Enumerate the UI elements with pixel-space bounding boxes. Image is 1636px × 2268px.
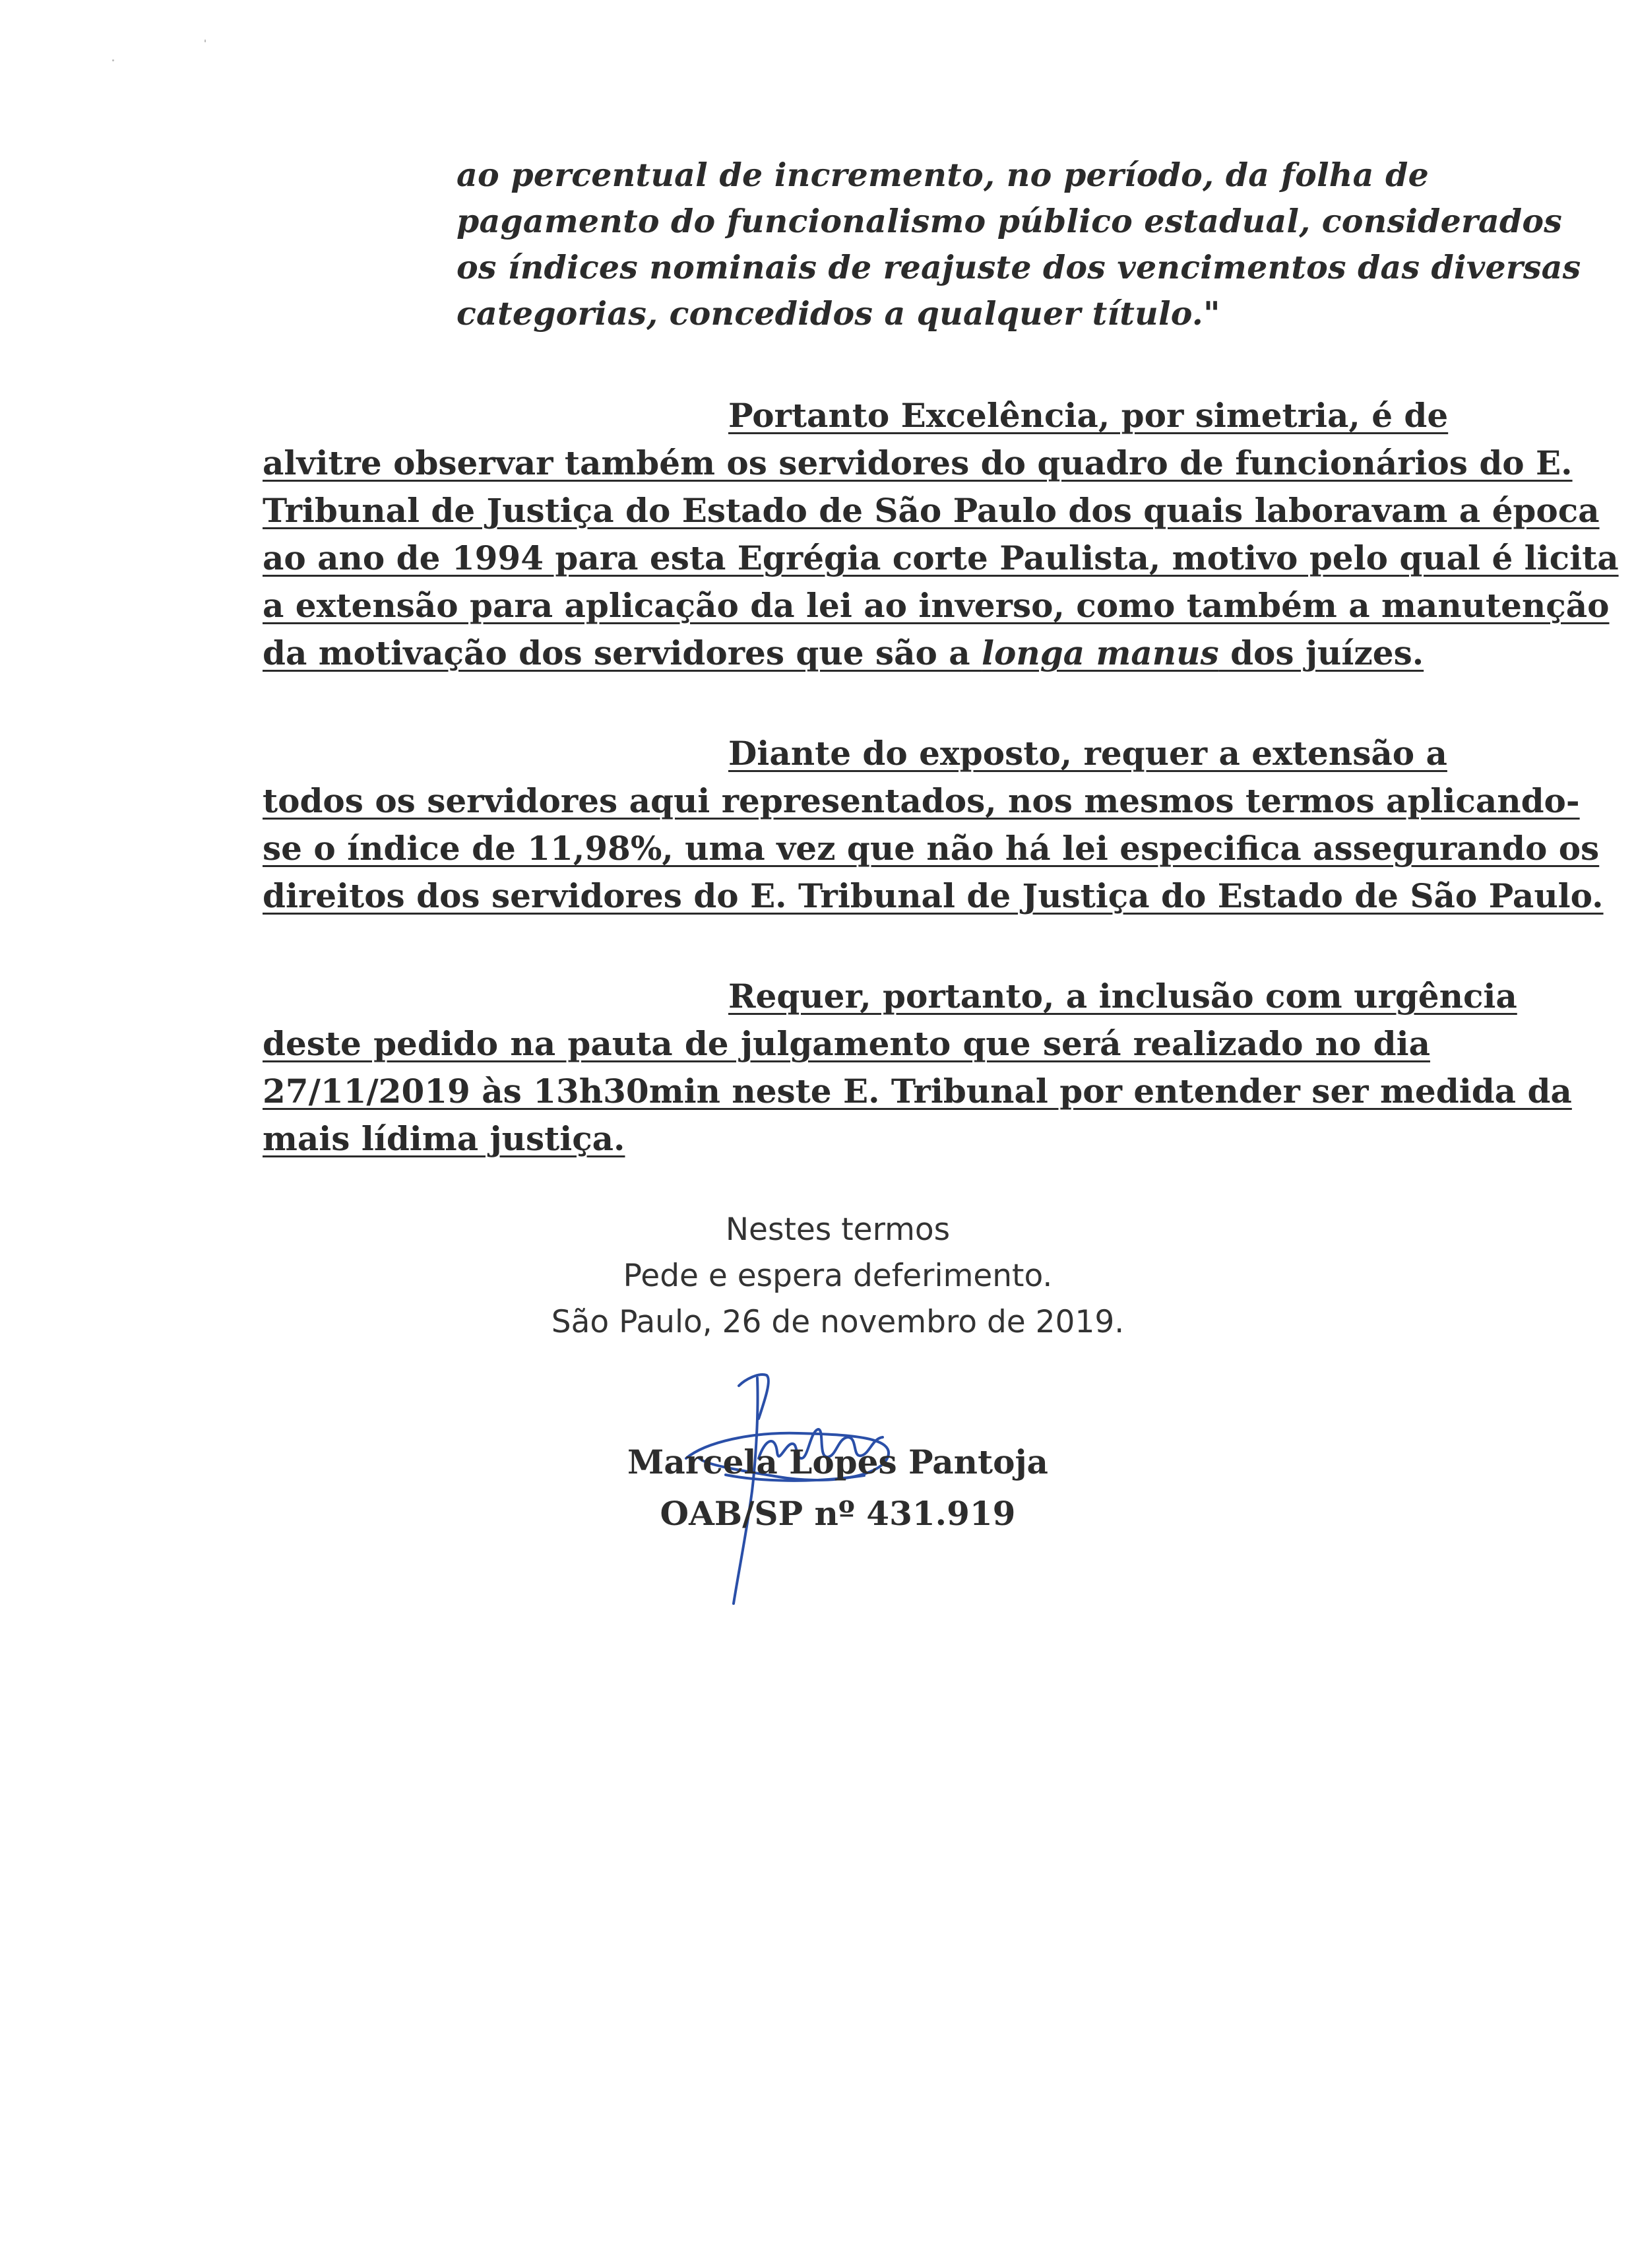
paragraph2-line-2: todos os servidores aqui representados, nos mesmos termos aplicando-: [263, 781, 1580, 820]
paragraph1-line-6: [263, 633, 1430, 672]
paragraph1-last-italic: longa manus: [982, 633, 1219, 672]
quote-line-3: os índices nominais de reajuste dos vencimentos das diversas: [456, 248, 1581, 286]
paragraph2-line-1: Diante do exposto, requer a extensão a: [728, 734, 1447, 773]
closing-line-1: Nestes termos: [725, 1212, 951, 1248]
paragraph1-line-4: ao ano de 1994 para esta Egrégia corte Paulista, motivo pelo qual é licita: [263, 538, 1619, 577]
paragraph1-last-pre: da motivação dos servidores que são a: [263, 633, 982, 672]
paragraph2-line-4: direitos dos servidores do E. Tribunal de Justiça do Estado de São Paulo.: [263, 876, 1604, 915]
paragraph1-last-post: dos juízes.: [1218, 633, 1424, 672]
quote-line-2: pagamento do funcionalismo público estadual, considerados: [456, 202, 1563, 240]
paragraph3-line-4: mais lídima justiça.: [263, 1119, 625, 1158]
scan-speck: [112, 59, 114, 61]
paragraph1-line-5: a extensão para aplicação da lei ao inverso, como também a manutenção: [263, 586, 1610, 625]
paragraph3-line-1: Requer, portanto, a inclusão com urgência: [728, 977, 1517, 1016]
paragraph1-line-2: alvitre observar também os servidores do quadro de funcionários do E.: [263, 443, 1573, 482]
closing-line-3: São Paulo, 26 de novembro de 2019.: [551, 1304, 1125, 1340]
quote-line-4: categorias, concedidos a qualquer título.": [456, 294, 1220, 333]
scan-speck: [204, 40, 206, 42]
handwritten-signature: [660, 1359, 937, 1610]
signature-stroke-vertical: [734, 1378, 758, 1604]
signature-stroke-top: [739, 1375, 769, 1419]
signer-name: Marcela Lopes Pantoja: [627, 1442, 1048, 1481]
paragraph3-line-3: 27/11/2019 às 13h30min neste E. Tribunal por entender ser medida da: [263, 1072, 1572, 1111]
quote-line-1: ao percentual de incremento, no período, da folha de: [456, 156, 1429, 194]
closing-line-2: Pede e espera deferimento.: [623, 1258, 1053, 1294]
paragraph2-line-3: se o índice de 11,98%, uma vez que não há lei especifica assegurando os: [263, 829, 1600, 868]
paragraph3-line-2: deste pedido na pauta de julgamento que será realizado no dia: [263, 1024, 1430, 1063]
paragraph1-line-3: Tribunal de Justiça do Estado de São Paulo dos quais laboravam a época: [263, 491, 1600, 530]
signer-oab: OAB/SP nº 431.919: [660, 1494, 1016, 1533]
paragraph1-line-1: Portanto Excelência, por simetria, é de: [728, 396, 1449, 435]
